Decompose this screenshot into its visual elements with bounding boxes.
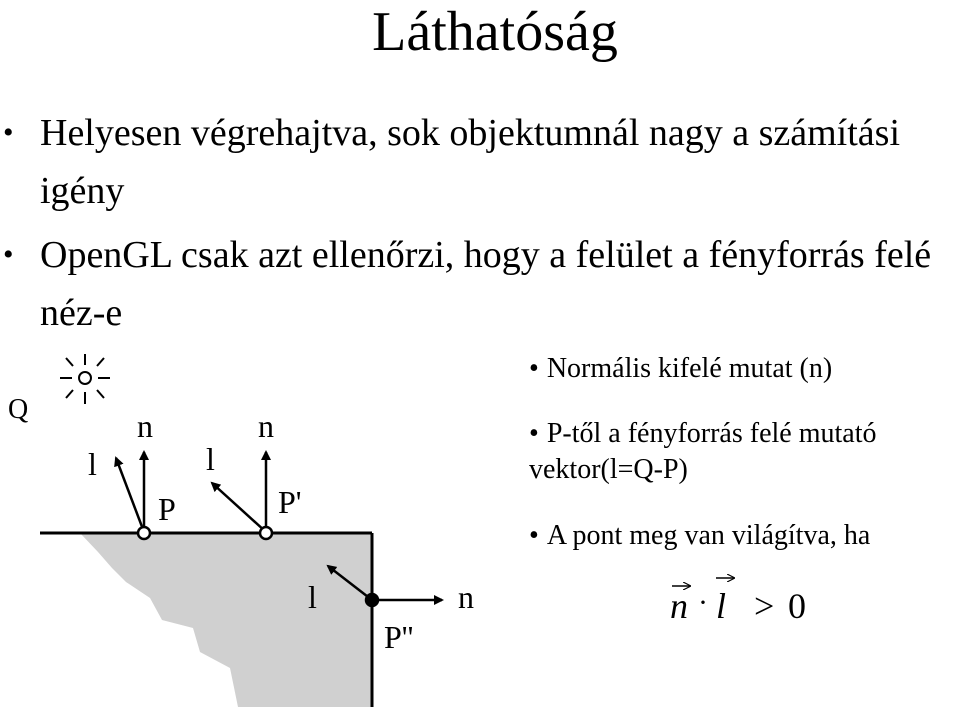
note-bullet-dot: • bbox=[529, 353, 539, 384]
point-p-prime-group bbox=[212, 452, 272, 539]
point-label-p: P bbox=[158, 491, 176, 527]
normal-label-p-double-prime: n bbox=[458, 579, 474, 615]
note-lit-condition bbox=[529, 518, 870, 553]
light-source-icon bbox=[60, 354, 110, 404]
bullet-text: Helyesen végrehajtva, sok objektumnál nagy a számítási igény bbox=[40, 112, 901, 212]
light-label: Q bbox=[8, 394, 29, 425]
bullet-dot: • bbox=[3, 238, 14, 271]
note-text: P-től a fényforrás felé mutató bbox=[546, 418, 877, 449]
formula-relation: > bbox=[754, 586, 775, 626]
note-text: A pont meg van világítva, ha bbox=[546, 520, 871, 551]
bullet-text: OpenGL csak azt ellenőrzi, hogy a felület a fényforrás felé néz-e bbox=[40, 234, 932, 334]
slide-title: Láthatóság bbox=[372, 1, 618, 63]
formula-value: 0 bbox=[788, 586, 806, 626]
point-label-p-double-prime: P'' bbox=[384, 619, 414, 655]
normal-label-p-prime: n bbox=[258, 408, 274, 444]
bullet-dot: • bbox=[3, 116, 14, 149]
note-text: vektor(l=Q-P) bbox=[529, 454, 688, 485]
note-light-vector-cont bbox=[529, 452, 688, 487]
note-bullet-dot: • bbox=[529, 418, 539, 449]
light-vector-label-p-double-prime: l bbox=[308, 579, 317, 615]
note-normal bbox=[529, 351, 832, 386]
light-vector-label-p: l bbox=[88, 446, 97, 482]
light-vector-label-p-prime: l bbox=[206, 441, 215, 477]
formula-light: l bbox=[716, 586, 727, 626]
note-text: Normális kifelé mutat (n) bbox=[546, 353, 833, 384]
note-light-vector bbox=[529, 416, 876, 451]
point-label-p-prime: P' bbox=[278, 484, 302, 520]
normal-label-p: n bbox=[137, 408, 153, 444]
point-p-group bbox=[116, 452, 150, 539]
note-bullet-dot: • bbox=[529, 520, 539, 551]
formula-normal: n bbox=[670, 586, 688, 626]
surface-shape bbox=[80, 533, 372, 707]
lighting-formula bbox=[670, 572, 830, 632]
formula-dot: · bbox=[698, 586, 708, 619]
